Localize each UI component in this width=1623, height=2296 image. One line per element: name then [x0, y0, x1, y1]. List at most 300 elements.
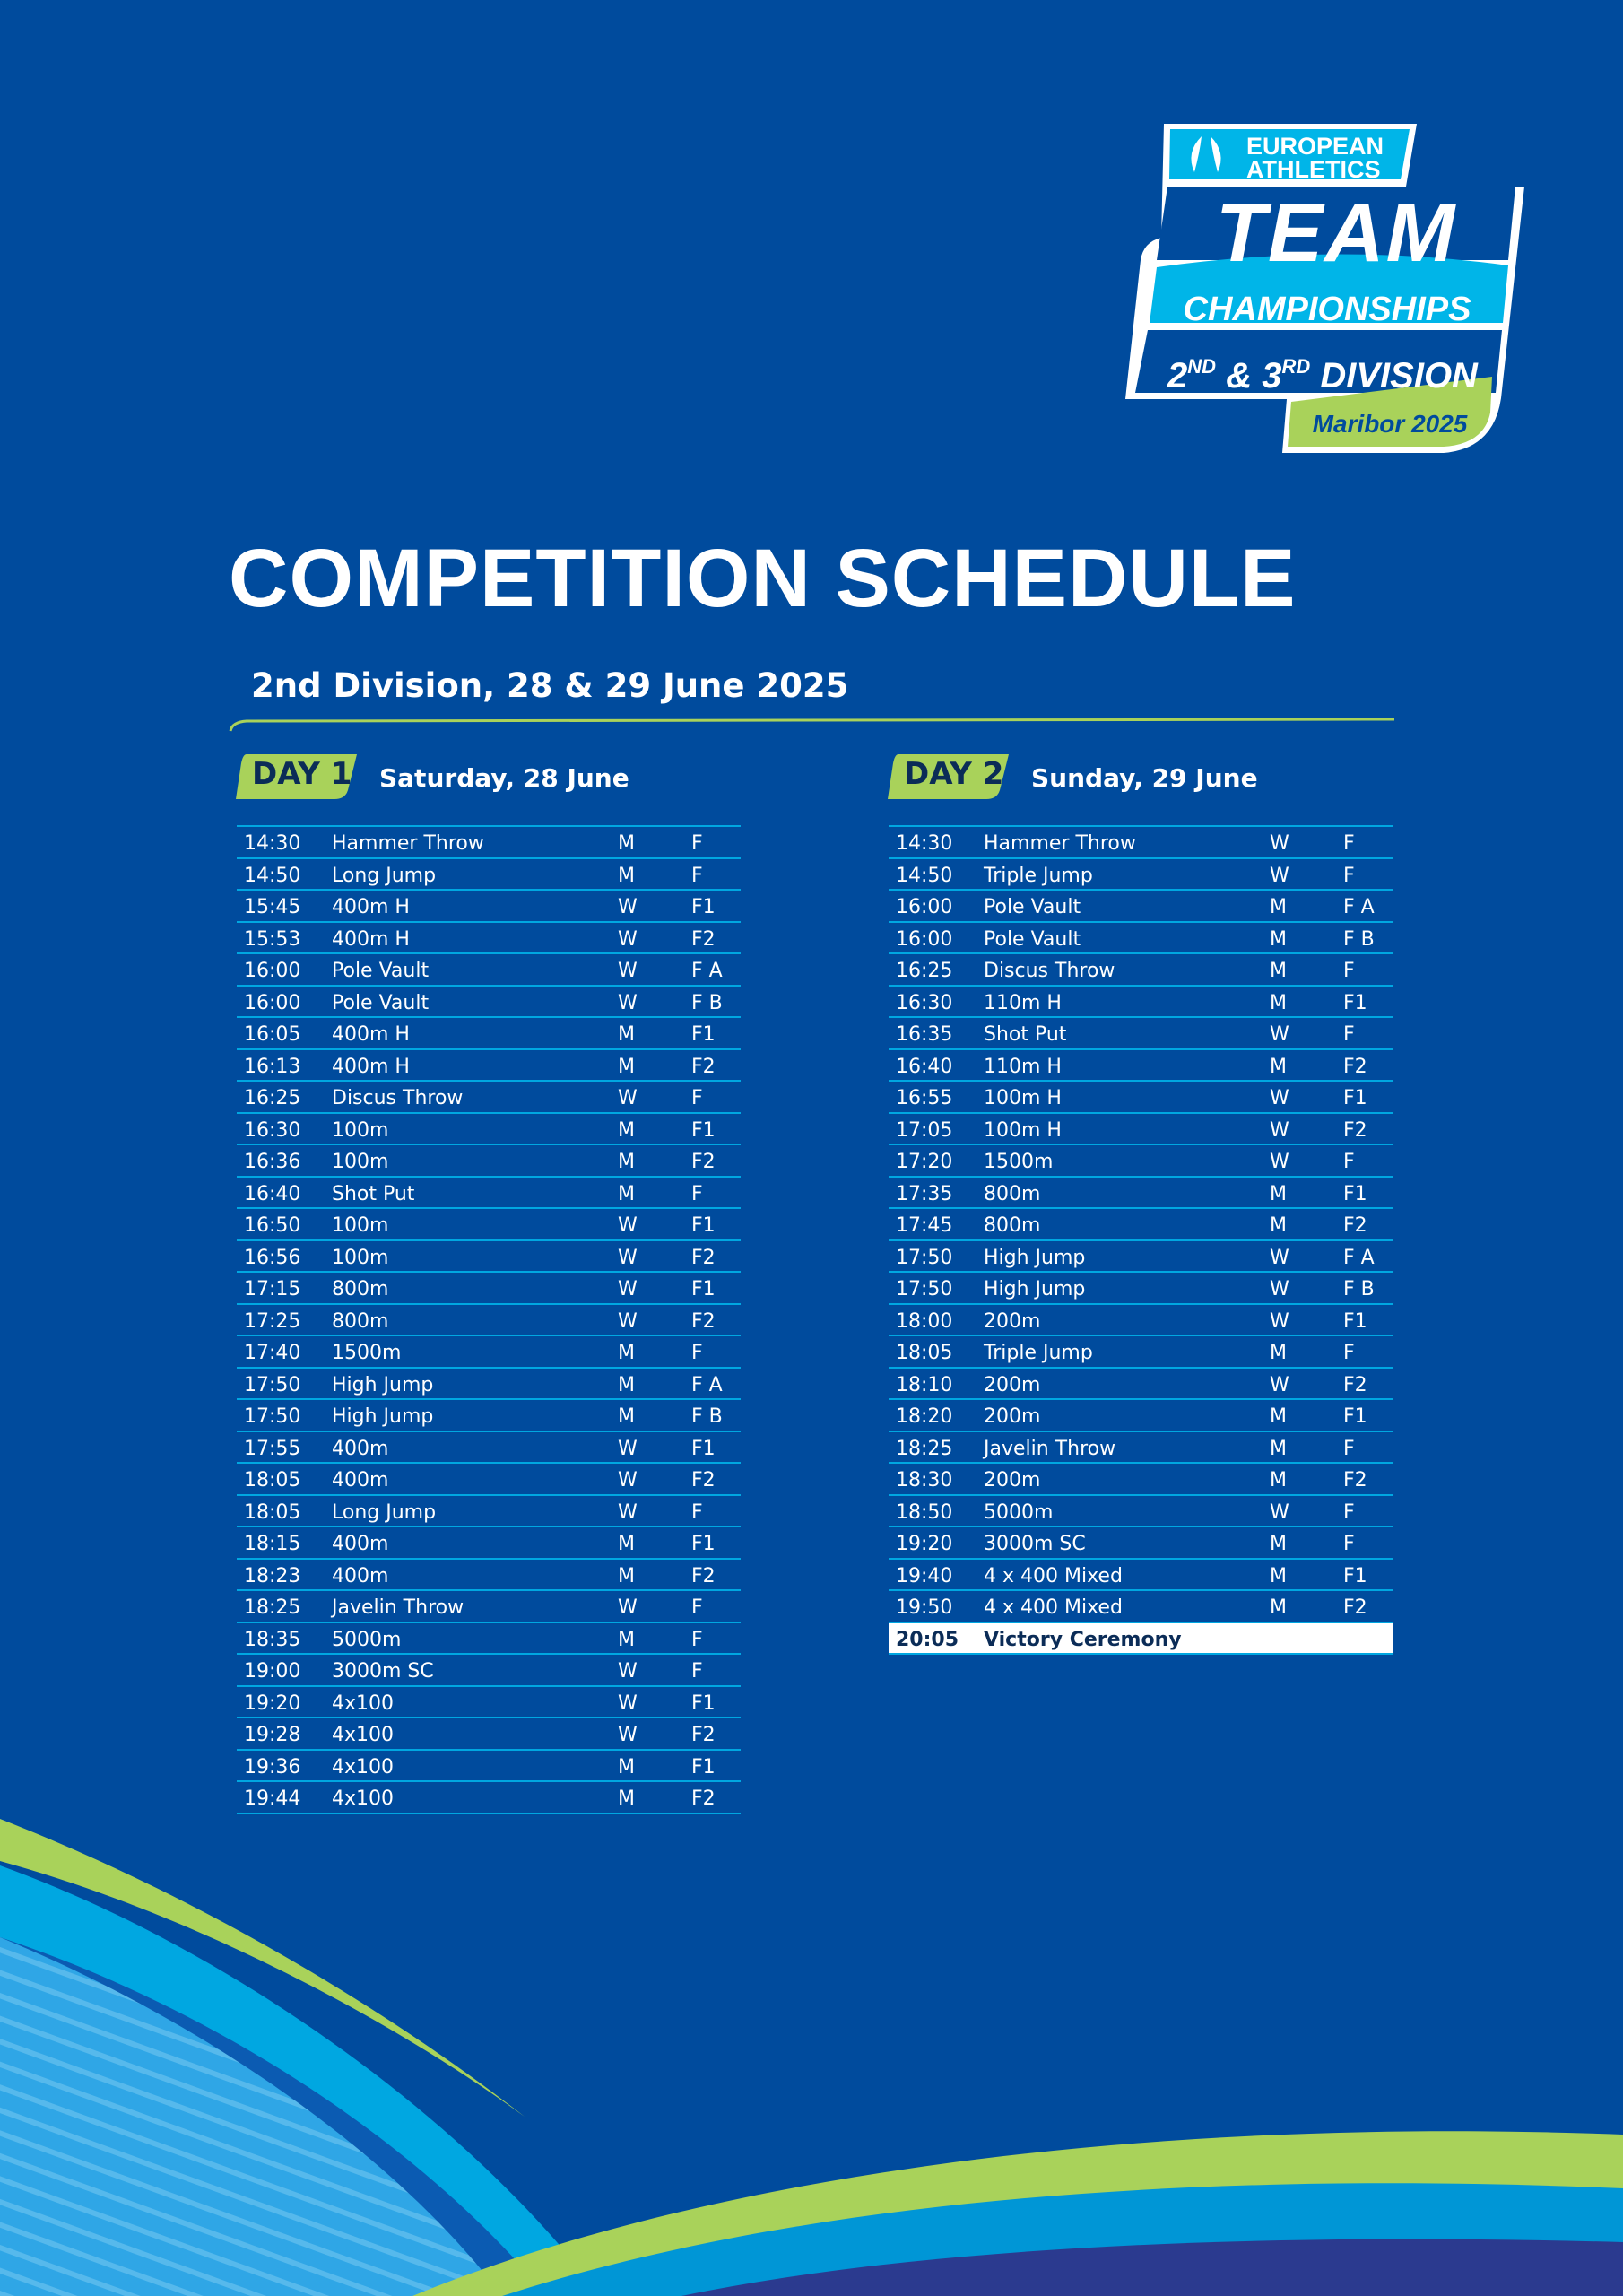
- table-row: [889, 1398, 1393, 1431]
- row-time: 17:15: [244, 1278, 301, 1300]
- row-event: 4x100: [332, 1755, 395, 1779]
- row-event: High Jump: [984, 1246, 1086, 1269]
- day1-date: Saturday, 28 June: [379, 763, 629, 793]
- row-sex: M: [618, 1373, 635, 1396]
- row-event: Pole Vault: [984, 896, 1081, 918]
- table-row: [889, 921, 1393, 953]
- row-time: 17:50: [244, 1373, 301, 1396]
- row-round: F: [1343, 1533, 1355, 1555]
- row-time: 18:35: [244, 1628, 301, 1651]
- row-round: F: [691, 1660, 703, 1683]
- row-sex: M: [1270, 1405, 1287, 1428]
- row-round: F1: [1343, 1309, 1367, 1333]
- logo-div-word: DIVISION: [1320, 356, 1478, 396]
- row-sex: M: [618, 1405, 635, 1428]
- row-time: 19:28: [244, 1724, 301, 1746]
- row-event: 800m: [332, 1278, 389, 1300]
- row-time: 18:05: [896, 1342, 953, 1364]
- row-round: F1: [691, 1755, 716, 1779]
- row-sex: W: [1270, 1500, 1289, 1524]
- row-sex: W: [1270, 1151, 1289, 1173]
- row-time: 16:55: [896, 1087, 953, 1109]
- row-time: 18:50: [896, 1500, 953, 1524]
- table-row: [237, 1335, 741, 1367]
- row-round: F1: [691, 1692, 716, 1715]
- row-sex: W: [618, 1660, 638, 1683]
- ceremony-row: [889, 1622, 1393, 1656]
- row-round: F: [691, 1087, 703, 1109]
- row-sex: M: [1270, 1533, 1287, 1555]
- row-sex: M: [618, 1151, 635, 1173]
- row-time: 16:30: [244, 1118, 301, 1142]
- row-event: 400m H: [332, 927, 410, 951]
- table-row: [237, 1271, 741, 1303]
- row-time: 17:50: [244, 1405, 301, 1428]
- row-event: 200m: [984, 1469, 1041, 1492]
- row-time: 17:05: [896, 1118, 953, 1142]
- row-time: 16:35: [896, 1023, 953, 1046]
- row-time: 17:35: [896, 1182, 953, 1205]
- table-row: [889, 1431, 1393, 1463]
- row-round: F: [1343, 960, 1355, 982]
- row-time: 18:10: [896, 1373, 953, 1396]
- ceremony-time: 20:05: [896, 1628, 959, 1651]
- table-row: [889, 1558, 1393, 1590]
- table-row: [237, 1462, 741, 1494]
- row-round: F1: [691, 1278, 716, 1300]
- row-sex: W: [618, 1278, 638, 1300]
- subtitle-rule: [229, 715, 1394, 733]
- row-event: Pole Vault: [332, 991, 430, 1014]
- table-row: [237, 1207, 741, 1239]
- row-time: 19:20: [896, 1533, 953, 1555]
- row-sex: W: [618, 1246, 638, 1269]
- row-event: 4 x 400 Mixed: [984, 1596, 1123, 1619]
- row-time: 17:40: [244, 1342, 301, 1364]
- row-time: 16:25: [244, 1087, 301, 1109]
- row-round: F1: [691, 1023, 716, 1046]
- row-sex: W: [1270, 864, 1289, 887]
- row-event: 5000m: [984, 1500, 1054, 1524]
- row-sex: W: [1270, 1087, 1289, 1109]
- row-event: Hammer Throw: [332, 832, 484, 855]
- row-round: F B: [691, 1405, 723, 1428]
- row-round: F: [691, 1342, 703, 1364]
- row-event: 4 x 400 Mixed: [984, 1564, 1123, 1587]
- table-row: [237, 1589, 741, 1622]
- row-event: Discus Throw: [984, 960, 1115, 982]
- row-sex: M: [1270, 1596, 1287, 1619]
- row-round: F2: [691, 1787, 716, 1810]
- row-round: F B: [1343, 927, 1375, 951]
- row-sex: W: [1270, 1278, 1289, 1300]
- row-time: 14:30: [896, 832, 953, 855]
- row-event: High Jump: [332, 1373, 434, 1396]
- row-sex: M: [618, 1628, 635, 1651]
- logo-div-2: 2: [1167, 356, 1188, 396]
- row-round: F2: [691, 1151, 716, 1173]
- row-round: F2: [1343, 1055, 1367, 1078]
- logo-championships: CHAMPIONSHIPS: [1183, 291, 1471, 328]
- row-time: 16:40: [896, 1055, 953, 1078]
- row-time: 17:20: [896, 1151, 953, 1173]
- row-event: 3000m SC: [984, 1533, 1086, 1555]
- row-event: 800m: [984, 1182, 1041, 1205]
- table-row: [237, 1398, 741, 1431]
- table-row: [237, 1685, 741, 1718]
- row-event: Javelin Throw: [984, 1437, 1116, 1460]
- row-round: F2: [691, 1724, 716, 1746]
- row-event: 400m H: [332, 1023, 410, 1046]
- table-row: [889, 952, 1393, 985]
- row-round: F2: [1343, 1214, 1367, 1237]
- row-round: F1: [1343, 1405, 1367, 1428]
- table-row: [889, 1144, 1393, 1176]
- row-sex: M: [1270, 1214, 1287, 1237]
- row-event: Long Jump: [332, 1500, 437, 1524]
- row-time: 16:25: [896, 960, 953, 982]
- row-event: High Jump: [332, 1405, 434, 1428]
- logo-team: TEAM: [1215, 187, 1457, 279]
- row-sex: W: [1270, 832, 1289, 855]
- row-event: 200m: [984, 1373, 1041, 1396]
- logo-org-line1: EUROPEAN: [1246, 133, 1384, 160]
- row-sex: M: [1270, 1342, 1287, 1364]
- row-sex: M: [1270, 1437, 1287, 1460]
- table-row: [889, 1526, 1393, 1558]
- row-time: 17:50: [896, 1246, 953, 1269]
- row-round: F2: [691, 1564, 716, 1587]
- row-sex: W: [618, 1500, 638, 1524]
- row-event: Pole Vault: [984, 927, 1081, 951]
- row-time: 19:50: [896, 1596, 953, 1619]
- table-row: [889, 857, 1393, 890]
- row-sex: W: [618, 1469, 638, 1492]
- row-event: Discus Throw: [332, 1087, 464, 1109]
- row-event: 400m: [332, 1469, 389, 1492]
- table-row: [889, 1048, 1393, 1081]
- row-event: 100m: [332, 1214, 389, 1237]
- row-time: 18:05: [244, 1469, 301, 1492]
- row-round: F: [1343, 1437, 1355, 1460]
- row-sex: M: [618, 1055, 635, 1078]
- row-time: 17:50: [896, 1278, 953, 1300]
- row-round: F1: [691, 1118, 716, 1142]
- row-round: F2: [1343, 1469, 1367, 1492]
- row-sex: W: [618, 1596, 638, 1619]
- row-sex: W: [618, 927, 638, 951]
- logo-org-line2: ATHLETICS: [1246, 156, 1381, 183]
- row-event: Long Jump: [332, 864, 437, 887]
- row-round: F: [691, 1596, 703, 1619]
- row-round: F: [691, 1182, 703, 1205]
- page-subtitle: 2nd Division, 28 & 29 June 2025: [251, 666, 849, 705]
- table-row: [237, 1176, 741, 1208]
- row-event: 800m: [984, 1214, 1041, 1237]
- row-round: F: [691, 1628, 703, 1651]
- row-sex: M: [618, 1533, 635, 1555]
- row-time: 18:15: [244, 1533, 301, 1555]
- row-event: 100m: [332, 1246, 389, 1269]
- row-sex: W: [1270, 1023, 1289, 1046]
- row-time: 16:13: [244, 1055, 301, 1078]
- row-sex: W: [1270, 1118, 1289, 1142]
- table-row: [889, 1112, 1393, 1144]
- row-sex: M: [1270, 1564, 1287, 1587]
- row-time: 14:50: [244, 864, 301, 887]
- table-row: [889, 1335, 1393, 1367]
- row-event: Javelin Throw: [332, 1596, 464, 1619]
- row-event: 200m: [984, 1309, 1041, 1333]
- row-event: 400m: [332, 1564, 389, 1587]
- row-round: F2: [691, 1469, 716, 1492]
- row-time: 18:25: [244, 1596, 301, 1619]
- row-event: 1500m: [984, 1151, 1054, 1173]
- row-time: 16:56: [244, 1246, 301, 1269]
- row-round: F2: [691, 1309, 716, 1333]
- row-event: 400m H: [332, 896, 410, 918]
- row-event: Pole Vault: [332, 960, 430, 982]
- row-event: 400m: [332, 1437, 389, 1460]
- table-row: [237, 1080, 741, 1112]
- row-sex: M: [618, 1564, 635, 1587]
- row-round: F B: [691, 991, 723, 1014]
- table-row: [237, 857, 741, 890]
- row-time: 16:40: [244, 1182, 301, 1205]
- row-time: 14:30: [244, 832, 301, 855]
- row-time: 18:30: [896, 1469, 953, 1492]
- row-event: 800m: [332, 1309, 389, 1333]
- row-sex: M: [618, 1023, 635, 1046]
- row-time: 18:00: [896, 1309, 953, 1333]
- table-row: [237, 1717, 741, 1749]
- row-round: F1: [1343, 1182, 1367, 1205]
- table-row: [237, 921, 741, 953]
- row-round: F2: [1343, 1596, 1367, 1619]
- table-row: [237, 1749, 741, 1781]
- row-sex: W: [618, 991, 638, 1014]
- row-event: Triple Jump: [984, 1342, 1093, 1364]
- row-sex: W: [1270, 1309, 1289, 1333]
- table-row: [889, 1494, 1393, 1526]
- table-row: [889, 1589, 1393, 1622]
- row-time: 16:36: [244, 1151, 301, 1173]
- row-sex: M: [618, 864, 635, 887]
- row-sex: M: [618, 1755, 635, 1779]
- row-event: 100m: [332, 1151, 389, 1173]
- row-round: F1: [1343, 1087, 1367, 1109]
- row-round: F2: [1343, 1373, 1367, 1396]
- table-row: [889, 1367, 1393, 1399]
- table-row: [237, 1526, 741, 1558]
- row-round: F: [691, 832, 703, 855]
- table-row: [237, 1112, 741, 1144]
- row-round: F: [1343, 1023, 1355, 1046]
- table-row: [889, 1239, 1393, 1272]
- row-sex: M: [618, 1342, 635, 1364]
- row-event: 5000m: [332, 1628, 402, 1651]
- logo-div-2-sup: ND: [1187, 355, 1217, 378]
- row-sex: M: [1270, 927, 1287, 951]
- table-row: [237, 889, 741, 921]
- row-round: F A: [1343, 1246, 1375, 1269]
- row-time: 14:50: [896, 864, 953, 887]
- row-time: 15:53: [244, 927, 301, 951]
- table-row: [237, 1622, 741, 1654]
- row-time: 15:45: [244, 896, 301, 918]
- table-row: [237, 1431, 741, 1463]
- row-event: Hammer Throw: [984, 832, 1136, 855]
- table-row: [237, 1048, 741, 1081]
- table-row: [889, 1271, 1393, 1303]
- row-time: 16:00: [244, 991, 301, 1014]
- table-row: [237, 1303, 741, 1335]
- row-round: F: [1343, 1342, 1355, 1364]
- row-event: 200m: [984, 1405, 1041, 1428]
- row-event: Triple Jump: [984, 864, 1093, 887]
- logo-div-amp: &: [1226, 356, 1253, 396]
- table-row: [889, 1080, 1393, 1112]
- row-sex: W: [618, 1214, 638, 1237]
- row-sex: M: [1270, 1182, 1287, 1205]
- table-row: [237, 1367, 741, 1399]
- row-sex: W: [1270, 1246, 1289, 1269]
- row-time: 17:55: [244, 1437, 301, 1460]
- day2-badge: DAY 2: [904, 756, 1004, 792]
- row-sex: W: [1270, 1373, 1289, 1396]
- table-row: [889, 889, 1393, 921]
- row-time: 19:20: [244, 1692, 301, 1715]
- row-round: F A: [691, 960, 723, 982]
- table-row: [237, 1780, 741, 1814]
- row-time: 16:00: [244, 960, 301, 982]
- logo-location: Maribor 2025: [1312, 410, 1468, 438]
- ceremony-event: Victory Ceremony: [984, 1628, 1182, 1651]
- table-row: [889, 1207, 1393, 1239]
- row-time: 17:25: [244, 1309, 301, 1333]
- row-event: 4x100: [332, 1724, 395, 1746]
- row-time: 16:05: [244, 1023, 301, 1046]
- row-time: 19:44: [244, 1787, 301, 1810]
- row-time: 18:25: [896, 1437, 953, 1460]
- row-round: F1: [691, 1437, 716, 1460]
- row-sex: M: [1270, 896, 1287, 918]
- row-round: F1: [1343, 991, 1367, 1014]
- row-sex: W: [618, 1309, 638, 1333]
- table-row: [237, 1558, 741, 1590]
- row-round: F A: [691, 1373, 723, 1396]
- row-event: 100m: [332, 1118, 389, 1142]
- row-event: 400m: [332, 1533, 389, 1555]
- row-event: 100m H: [984, 1087, 1062, 1109]
- table-row: [889, 1176, 1393, 1208]
- row-round: F2: [691, 1055, 716, 1078]
- row-time: 17:45: [896, 1214, 953, 1237]
- day1-badge: DAY 1: [252, 756, 352, 792]
- table-row: [889, 1303, 1393, 1335]
- day2-schedule-table: [889, 825, 1393, 1655]
- table-row: [889, 985, 1393, 1017]
- page-title: COMPETITION SCHEDULE: [229, 533, 1297, 624]
- row-event: 400m H: [332, 1055, 410, 1078]
- table-row: [237, 952, 741, 985]
- row-round: F1: [691, 1214, 716, 1237]
- row-time: 19:40: [896, 1564, 953, 1587]
- row-event: 100m H: [984, 1118, 1062, 1142]
- row-sex: M: [1270, 991, 1287, 1014]
- row-event: Shot Put: [332, 1182, 415, 1205]
- table-row: [889, 1462, 1393, 1494]
- table-row: [237, 1653, 741, 1685]
- row-time: 16:50: [244, 1214, 301, 1237]
- row-time: 16:30: [896, 991, 953, 1014]
- row-time: 16:00: [896, 896, 953, 918]
- row-round: F1: [691, 1533, 716, 1555]
- row-sex: M: [618, 1787, 635, 1810]
- row-round: F2: [691, 1246, 716, 1269]
- row-round: F2: [1343, 1118, 1367, 1142]
- row-round: F B: [1343, 1278, 1375, 1300]
- row-sex: M: [1270, 960, 1287, 982]
- row-round: F1: [691, 896, 716, 918]
- table-row: [889, 1016, 1393, 1048]
- row-time: 19:00: [244, 1660, 301, 1683]
- logo-div-3: 3: [1262, 356, 1282, 396]
- row-time: 19:36: [244, 1755, 301, 1779]
- row-sex: M: [1270, 1469, 1287, 1492]
- row-sex: W: [618, 1437, 638, 1460]
- row-round: F: [1343, 1151, 1355, 1173]
- row-sex: M: [618, 832, 635, 855]
- row-time: 18:20: [896, 1405, 953, 1428]
- row-round: F: [1343, 1500, 1355, 1524]
- row-round: F: [691, 1500, 703, 1524]
- row-round: F: [691, 864, 703, 887]
- row-event: High Jump: [984, 1278, 1086, 1300]
- logo-org: [1246, 135, 1426, 181]
- row-sex: M: [618, 1118, 635, 1142]
- table-row: [237, 1016, 741, 1048]
- table-row: [237, 825, 741, 857]
- day1-schedule-table: [237, 825, 741, 1814]
- row-round: F: [1343, 832, 1355, 855]
- day2-date: Sunday, 29 June: [1031, 763, 1258, 793]
- row-round: F2: [691, 927, 716, 951]
- row-sex: W: [618, 1087, 638, 1109]
- table-row: [237, 985, 741, 1017]
- row-event: 3000m SC: [332, 1660, 434, 1683]
- table-row: [237, 1144, 741, 1176]
- row-round: F: [1343, 864, 1355, 887]
- row-sex: W: [618, 896, 638, 918]
- row-sex: W: [618, 960, 638, 982]
- table-row: [889, 825, 1393, 857]
- logo-div-3-sup: RD: [1281, 355, 1311, 378]
- row-event: 110m H: [984, 1055, 1062, 1078]
- row-event: 4x100: [332, 1692, 395, 1715]
- table-row: [237, 1239, 741, 1272]
- row-sex: W: [618, 1692, 638, 1715]
- row-sex: M: [1270, 1055, 1287, 1078]
- row-round: F A: [1343, 896, 1375, 918]
- row-sex: M: [618, 1182, 635, 1205]
- row-round: F1: [1343, 1564, 1367, 1587]
- logo-division: [1143, 345, 1502, 397]
- row-event: 1500m: [332, 1342, 402, 1364]
- row-sex: W: [618, 1724, 638, 1746]
- row-time: 16:00: [896, 927, 953, 951]
- row-time: 18:05: [244, 1500, 301, 1524]
